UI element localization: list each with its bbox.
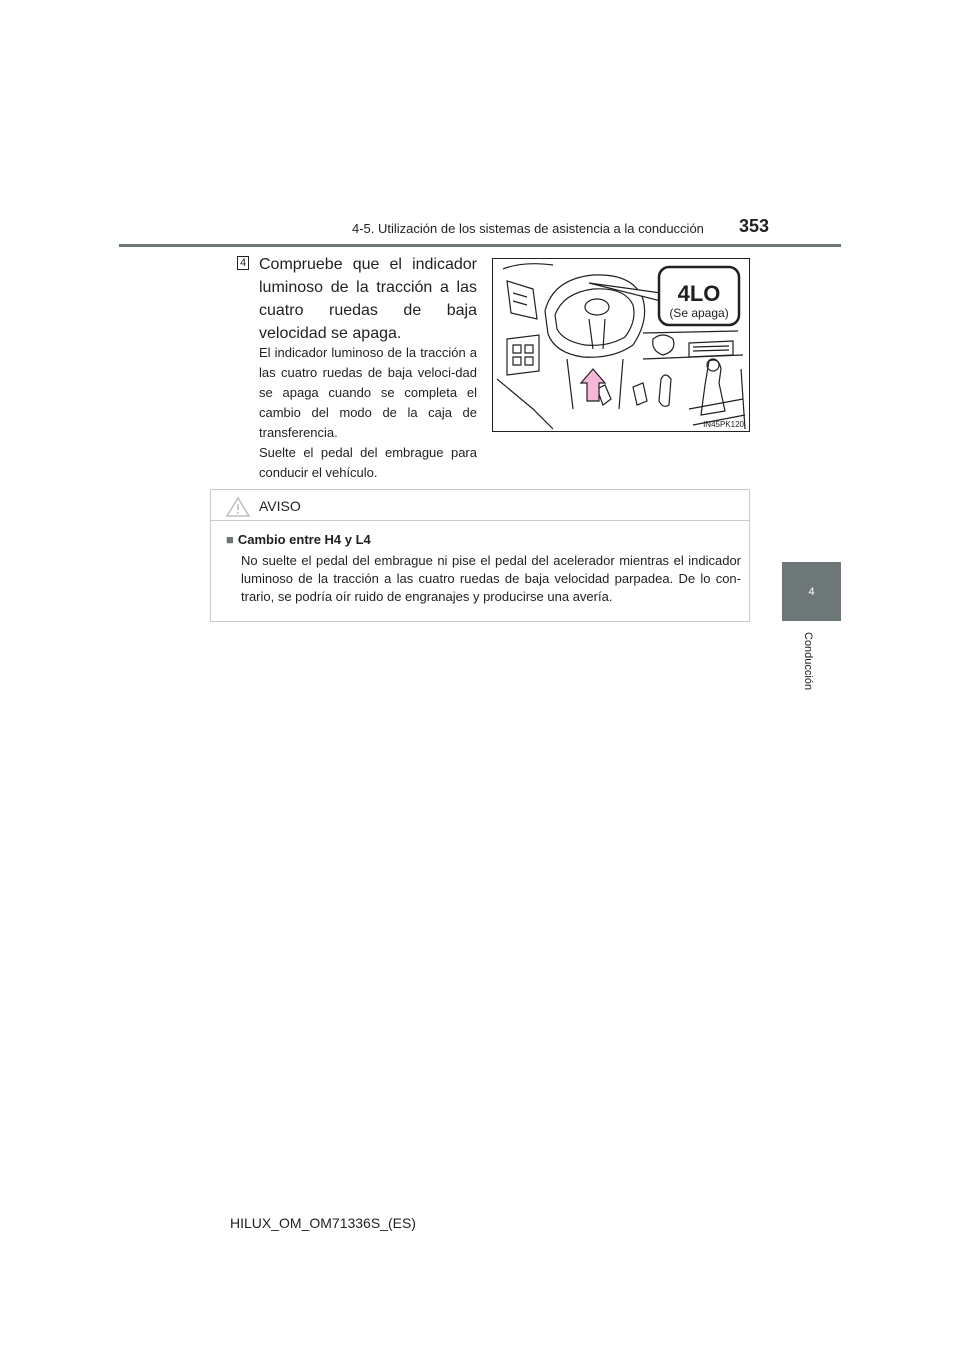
dashboard-figure (492, 258, 750, 432)
step-description (259, 343, 477, 483)
square-bullet-icon: ■ (226, 532, 234, 547)
step-description-line: El indicador luminoso de la tracción a las cuatro ruedas de baja veloci-dad se apaga cuando se completa el cambio del modo de la caja de transferencia. (259, 345, 477, 440)
notice-subtitle-text: Cambio entre H4 y L4 (237, 532, 371, 547)
step-description-line: Suelte el pedal del embrague para conducir el vehículo. (259, 445, 477, 480)
warning-triangle-icon (225, 496, 251, 518)
footer-document-code: HILUX_OM_OM71336S_(ES) (230, 1215, 416, 1231)
step-number-box: 4 (237, 256, 249, 270)
dashboard-illustration (493, 259, 749, 431)
notice-header (211, 490, 749, 521)
chapter-number: 4 (808, 585, 815, 598)
arrow-up-icon (581, 369, 605, 401)
header-rule (119, 244, 841, 247)
notice-title: AVISO (259, 498, 301, 514)
indicator-label: 4LO (677, 281, 721, 306)
step-title: Compruebe que el indicador luminoso de la tracción a las cuatro ruedas de baja velocidad se apaga. (259, 256, 477, 342)
page-number: 353 (739, 216, 770, 236)
header-section-title: 4-5. Utilización de los sistemas de asistencia a la conducción (352, 221, 704, 236)
notice-box (210, 489, 750, 622)
notice-body: No suelte el pedal del embrague ni pise el pedal del acelerador mientras el indicador luminoso de la tracción a las cuatro ruedas de baja velocidad parpadea. De lo con-trario, se podría oír ruido de engranajes y producirse una avería. (241, 553, 741, 604)
figure-code: IN45PK120 (703, 420, 744, 429)
indicator-caption: (Se apaga) (669, 306, 729, 320)
chapter-tab (782, 562, 841, 621)
notice-subtitle (226, 532, 371, 547)
chapter-label: Conducción (802, 632, 814, 691)
